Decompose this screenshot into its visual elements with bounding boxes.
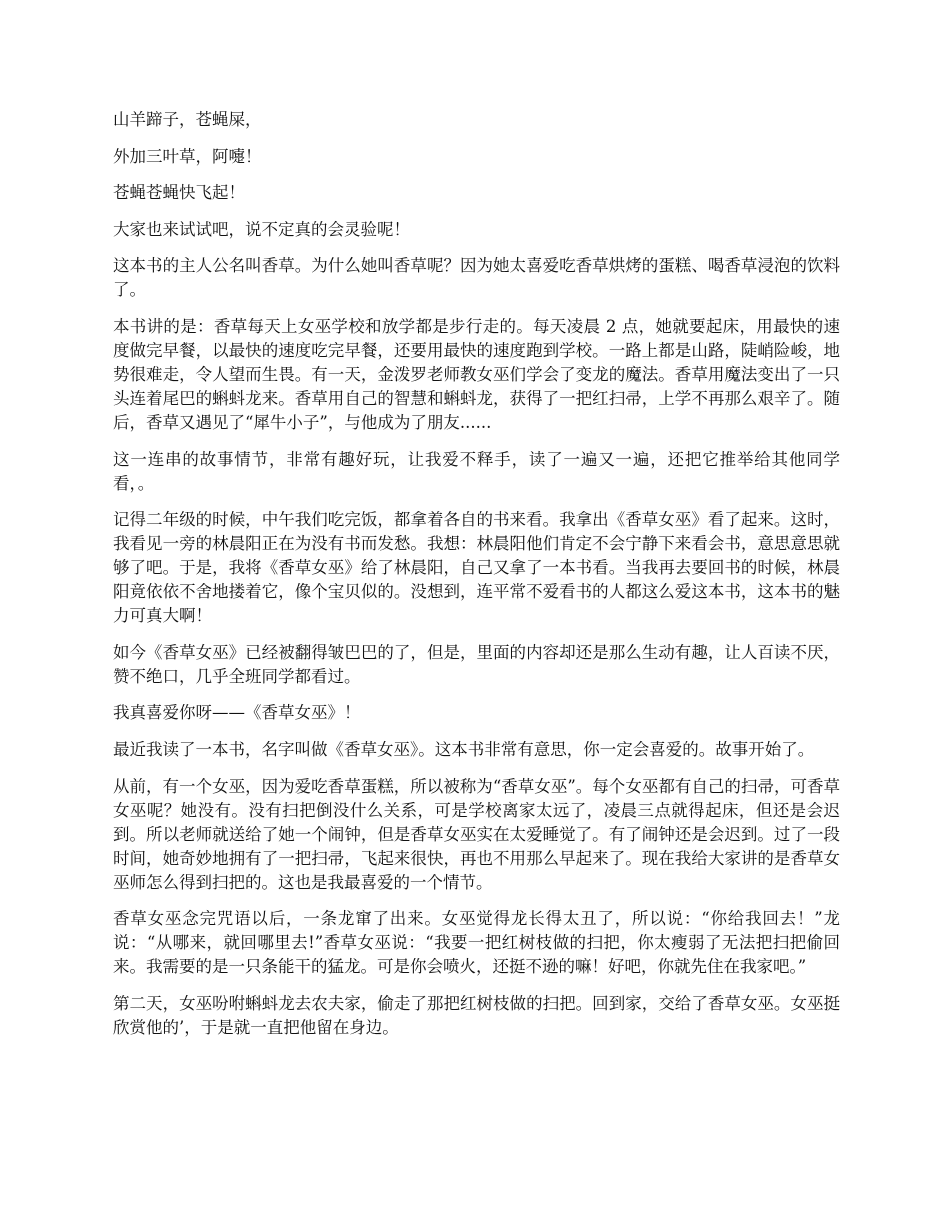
poem-line-1: 山羊蹄子，苍蝇屎， [113, 110, 262, 129]
paragraph-invitation: 大家也来试试吧，说不定真的会灵验呢！ [113, 219, 410, 239]
paragraph-intro-2: 最近我读了一本书，名字叫做《香草女巫》。这本书非常有意思，你一定会喜爱的。故事开始了。 [113, 739, 815, 759]
poem-line-3: 苍蝇苍蝇快飞起！ [113, 183, 245, 203]
paragraph-impression: 这一连串的故事情节，非常有趣好玩，让我爱不释手，读了一遍又一遍，还把它推举给其他同学看，。 [113, 449, 840, 493]
paragraph-story-summary: 本书讲的是：香草每天上女巫学校和放学都是步行走的。每天凌晨 2 点，她就要起床，用最快的速度做完早餐，以最快的速度吃完早餐，还要用最快的速度跑到学校。一路上都是山路，陡峭险峻，地势很难走，令人望而生畏。有一天，金泼罗老师教女巫们学会了变龙的魔法。香草用魔法变出了一只头连着尾巴的蝌蚪龙来。香草用自己的智慧和蝌蚪龙，获得了一把红扫帚，上学不再那么艰辛了。随后，香草又遇见了“犀牛小子”，与他成为了朋友...... [113, 316, 840, 432]
paragraph-memory: 记得二年级的时候，中午我们吃完饭，都拿着各自的书来看。我拿出《香草女巫》看了起来。这时，我看见一旁的林晨阳正在为没有书而发愁。我想：林晨阳他们肯定不会宁静下来看会书，意思意思就够了吧。于是，我将《香草女巫》给了林晨阳，自己又拿了一本书看。当我再去要回书的时候，林晨阳竟依依不舍地搂着它，像个宝贝似的。没想到，连平常不爱看书的人都这么爱这本书，这本书的魅力可真大啊！ [113, 510, 840, 626]
paragraph-dragon: 香草女巫念完咒语以后，一条龙窜了出来。女巫觉得龙长得太丑了，所以说：“你给我回去！”龙说：“从哪来，就回哪里去!”香草女巫说：“我要一把红树枝做的扫把，你太瘦弱了无法把扫把偷回来。我需要的是一只条能干的猛龙。可是你会喷火，还挺不逊的嘛！好吧，你就先住在我家吧。” [113, 909, 840, 977]
document-body [113, 108, 840, 1052]
poem-line-2: 外加三叶草，阿嚏！ [113, 146, 262, 166]
paragraph-next-day: 第二天，女巫吩咐蝌蚪龙去农夫家，偷走了那把红树枝做的扫把。回到家，交给了香草女巫。女巫挺欣赏他的’，于是就一直把他留在身边。 [113, 993, 840, 1037]
paragraph-love: 我真喜爱你呀——《香草女巫》！ [113, 703, 361, 723]
paragraph-once-upon: 从前，有一个女巫，因为爱吃香草蛋糕，所以被称为“香草女巫”。每个女巫都有自己的扫帚，可香草女巫呢？她没有。没有扫把倒没什么关系，可是学校离家太远了，凌晨三点就得起床，但还是会迟到。所以老师就送给了她一个闹钟，但是香草女巫实在太爱睡觉了。有了闹钟还是会迟到。过了一段时间，她奇妙地拥有了一把扫帚，飞起来很快，再也不用那么早起来了。现在我给大家讲的是香草女巫师怎么得到扫把的。这也是我最喜爱的一个情节。 [113, 776, 840, 892]
paragraph-protagonist: 这本书的主人公名叫香草。为什么她叫香草呢？因为她太喜爱吃香草烘烤的蛋糕、喝香草浸泡的饮料了。 [113, 256, 840, 300]
paragraph-now: 如今《香草女巫》已经被翻得皱巴巴的了，但是，里面的内容却还是那么生动有趣，让人百读不厌，赞不绝口，几乎全班同学都看过。 [113, 642, 840, 686]
